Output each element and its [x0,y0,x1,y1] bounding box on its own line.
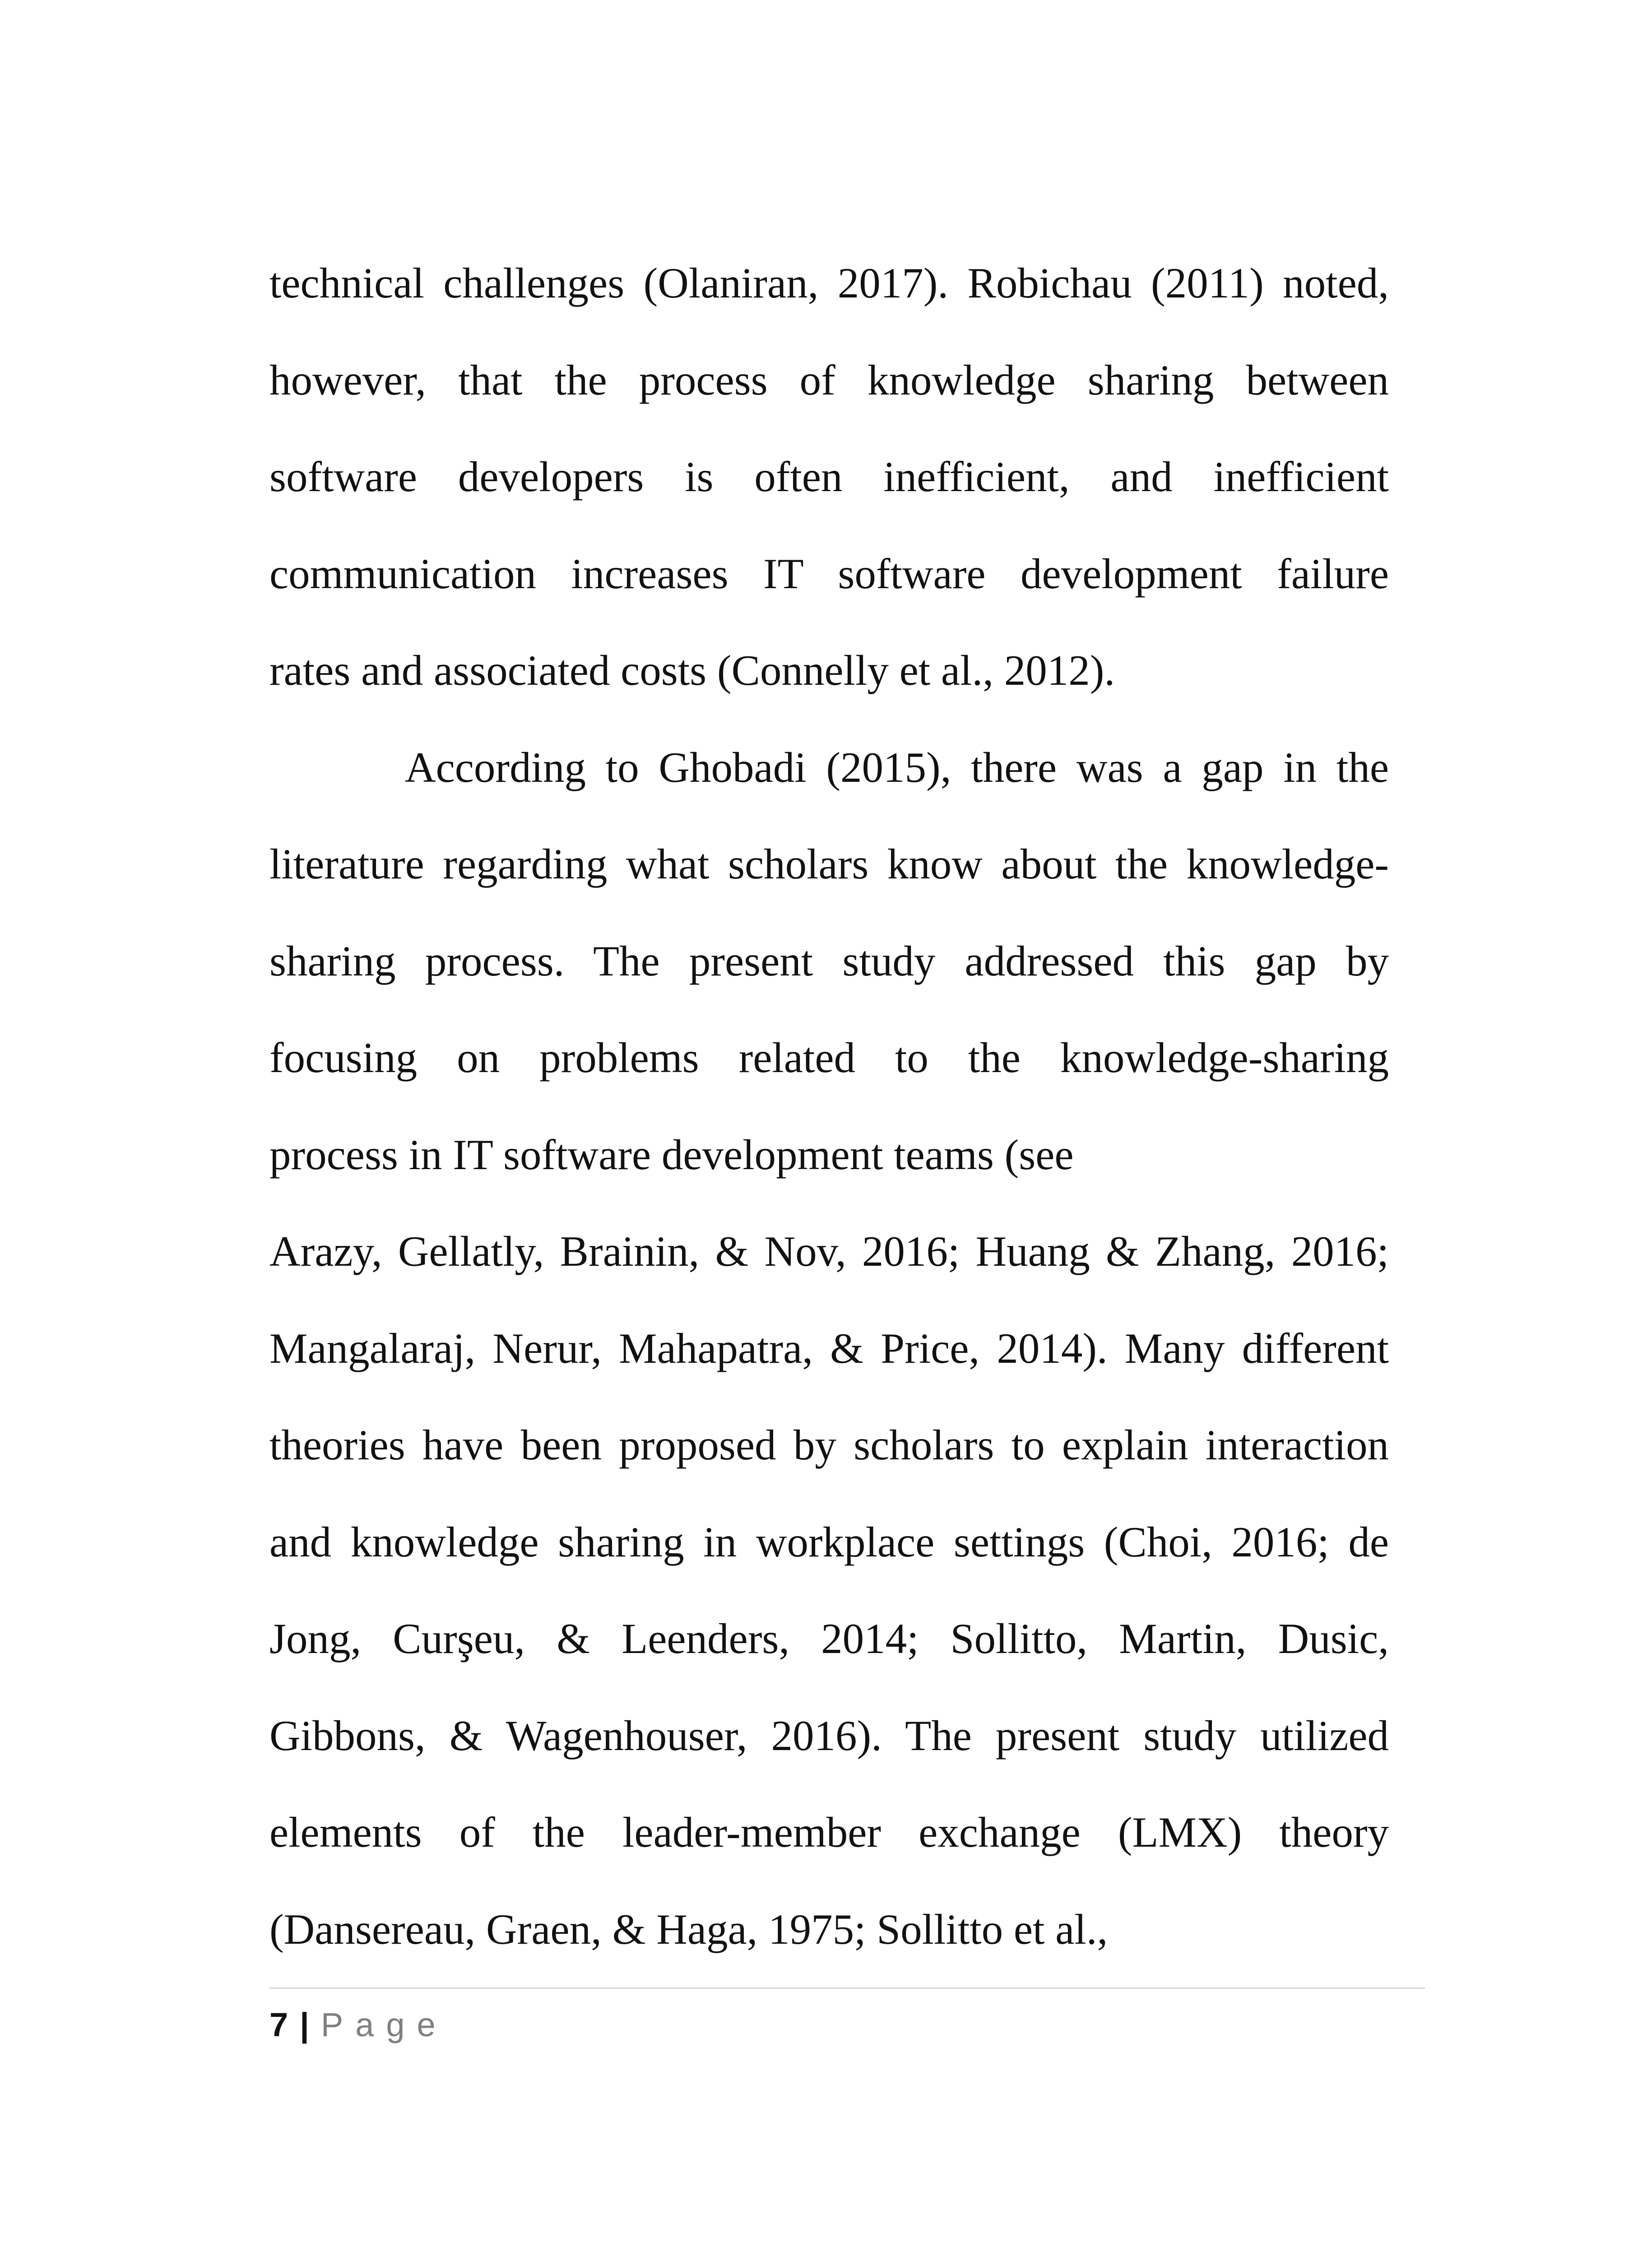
page-number: 7 [269,2006,288,2043]
text-line: theories have been proposed by scholars to explain interaction [269,1421,1389,1469]
text-line: communication increases IT software development failure [269,549,1389,598]
text-line: elements of the leader-member exchange (LMX) theory [269,1808,1389,1856]
text-line: process in IT software development teams (see [269,1130,1074,1179]
text-line: rates and associated costs (Connelly et al., 2012). [269,646,1115,694]
text-line: however, that the process of knowledge sharing between [269,356,1389,404]
text-line: sharing process. The present study addressed this gap by [269,937,1389,985]
text-line: software developers is often inefficient, and inefficient [269,453,1389,501]
text-line: Arazy, Gellatly, Brainin, & Nov, 2016; Huang & Zhang, 2016; [269,1227,1389,1275]
text-line: and knowledge sharing in workplace settings (Choi, 2016; de [269,1518,1389,1566]
text-line: (Dansereau, Graen, & Haga, 1975; Sollitto et al., [269,1905,1108,1953]
body-text [269,235,1389,1978]
page-label: Page [320,2006,448,2043]
text-line: literature regarding what scholars know about the knowledge- [269,840,1389,888]
footer-divider [269,1988,1425,1989]
text-line: Jong, Curşeu, & Leenders, 2014; Sollitto, Martin, Dusic, [269,1615,1389,1663]
text-line: Gibbons, & Wagenhouser, 2016). The present study utilized [269,1711,1389,1760]
paragraph-first-line: According to Ghobadi (2015), there was a gap in the [405,743,1389,791]
text-line: Mangalaraj, Nerur, Mahapatra, & Price, 2014). Many different [269,1324,1389,1372]
text-line: technical challenges (Olaniran, 2017). Robichau (2011) noted, [269,259,1389,307]
page-footer [269,1998,448,2052]
text-line: focusing on problems related to the knowledge-sharing [269,1034,1389,1082]
footer-separator: | [300,2006,309,2043]
